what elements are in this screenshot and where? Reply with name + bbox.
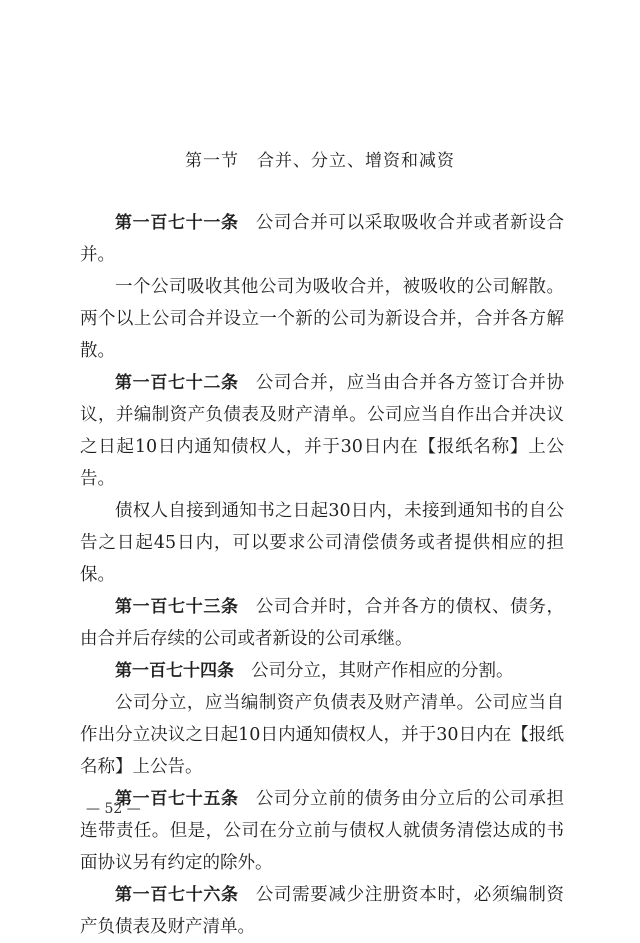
paragraph xyxy=(80,207,564,271)
paragraph xyxy=(80,655,564,687)
paragraph xyxy=(80,271,564,367)
paragraph-text: 公司分立，其财产作相应的分割。 xyxy=(251,661,514,681)
section-title: 第一节 合并、分立、增资和减资 xyxy=(185,151,455,171)
paragraph xyxy=(80,495,564,591)
paragraph xyxy=(80,879,564,943)
article-number: 第一百七十一条 xyxy=(115,213,239,233)
article-number: 第一百七十二条 xyxy=(115,373,239,393)
article-number: 第一百七十六条 xyxy=(115,885,239,905)
paragraph-text: 债权人自接到通知书之日起30日内，未接到通知书的自公告之日起45日内，可以要求公司清偿债务或者提供相应的担保。 xyxy=(80,501,564,585)
paragraph xyxy=(80,591,564,655)
paragraph-text: 公司合并，应当由合并各方签订合并协议，并编制资产负债表及财产清单。公司应当自作出合并决议之日起10日内通知债权人，并于30日内在【报纸名称】上公告。 xyxy=(80,373,565,489)
paragraph-text: 公司合并可以采取吸收合并或者新设合并。 xyxy=(80,213,565,265)
body-text xyxy=(80,207,564,943)
paragraph-text: 公司分立前的债务由分立后的公司承担连带责任。但是，公司在分立前与债权人就债务清偿达成的书面协议另有约定的除外。 xyxy=(80,789,565,873)
paragraph-text: 一个公司吸收其他公司为吸收合并，被吸收的公司解散。两个以上公司合并设立一个新的公司为新设合并，合并各方解散。 xyxy=(80,277,564,361)
paragraph xyxy=(80,783,564,879)
paragraph-text: 公司分立，应当编制资产负债表及财产清单。公司应当自作出分立决议之日起10日内通知债权人，并于30日内在【报纸名称】上公告。 xyxy=(80,693,564,777)
article-number: 第一百七十四条 xyxy=(115,661,234,681)
paragraph xyxy=(80,367,564,495)
paragraph-text: 公司合并时，合并各方的债权、债务，由合并后存续的公司或者新设的公司承继。 xyxy=(80,597,565,649)
paragraph-text: 公司需要减少注册资本时，必须编制资产负债表及财产清单。 xyxy=(80,885,565,937)
article-number: 第一百七十三条 xyxy=(115,597,239,617)
paragraph xyxy=(80,687,564,783)
article-number: 第一百七十五条 xyxy=(115,789,239,809)
page-number: — 52 — xyxy=(86,801,141,817)
